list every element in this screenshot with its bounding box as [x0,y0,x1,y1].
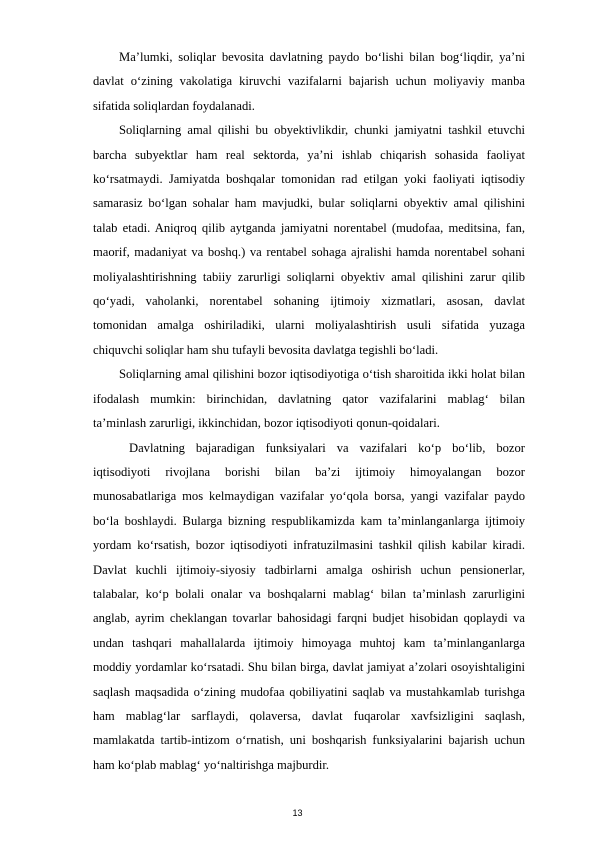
page-body [93,45,525,777]
paragraph: Soliqlarning amal qilishi bu obyektivlikdir, chunki jamiyatni tashkil etuvchi barcha subyektlar ham real sektorda, ya’ni ishlab chiqarish sohasida faoliyat ko‘rsatmaydi. Jamiyatda boshqalar tomonidan rad etilgan yoki faoliyati iqtisodiy samarasiz bo‘lgan sohalar ham mavjudki, bular soliqlarni obyektiv amal qilishini talab etadi. Aniqroq qilib aytganda jamiyatni norentabel (mudofaa, meditsina, fan, maorif, madaniyat va boshq.) va rentabel sohaga ajralishi hamda norentabel sohani moliyalashtirishning tabiiy zarurligi soliqlarni obyektiv amal qilishini zarur qilib qo‘yadi, vaholanki, norentabel sohaning ijtimoiy xizmatlari, asosan, davlat tomonidan amalga oshiriladiki, ularni moliyalashtirish usuli sifatida yuzaga chiquvchi soliqlar ham shu tufayli bevosita davlatga tegishli bo‘ladi. [93,123,525,357]
paragraph: Soliqlarning amal qilishini bozor iqtisodiyotiga o‘tish sharoitida ikki holat bilan ifodalash mumkin: birinchidan, davlatning qator vazifalarini mablag‘ bilan ta’minlash zarurligi, ikkinchidan, bozor iqtisodiyoti qonun-qoidalari. [93,367,525,431]
page-number: 13 [292,808,303,818]
paragraph: Davlatning bajaradigan funksiyalari va vazifalari ko‘p bo‘lib, bozor iqtisodiyoti rivojlana borishi bilan ba’zi ijtimoiy himoyalangan bozor munosabatlariga mos kelmaydigan vazifalar yo‘qola borsa, yangi vazifalar paydo bo‘la boshlaydi. Bularga bizning respublikamizda kam ta’minlanganlarga ijtimoiy yordam ko‘rsatish, bozor iqtisodiyoti infratuzilmasini tashkil qilish kabilar kiradi. Davlat kuchli ijtimoiy-siyosiy tadbirlarni amalga oshirish uchun pensionerlar, talabalar, ko‘p bolali onalar va boshqalarni mablag‘ bilan ta’minlash zarurligini anglab, ayrim cheklangan tovarlar bahosidagi farqni budjet hisobidan qoplaydi va undan tashqari mahallalarda ijtimoiy himoyaga muhtoj kam ta’minlanganlarga moddiy yordamlar ko‘rsatadi. Shu bilan birga, davlat jamiyat a’zolari osoyishtaligini saqlash maqsadida o‘zining mudofaa qobiliyatini saqlab va mustahkamlab turishga ham mablag‘lar sarflaydi, qolaversa, davlat fuqarolar xavfsizligini saqlash, mamlakatda tartib-intizom o‘rnatish, uni boshqarish funksiyalarini bajarish uchun ham ko‘plab mablag‘ yo‘naltirishga majburdir. [93,440,525,772]
paragraph: Ma’lumki, soliqlar bevosita davlatning paydo bo‘lishi bilan bog‘liqdir, ya’ni davlat o‘zining vakolatiga kiruvchi vazifalarni bajarish uchun moliyaviy manba sifatida soliqlardan foydalanadi. [93,50,525,113]
